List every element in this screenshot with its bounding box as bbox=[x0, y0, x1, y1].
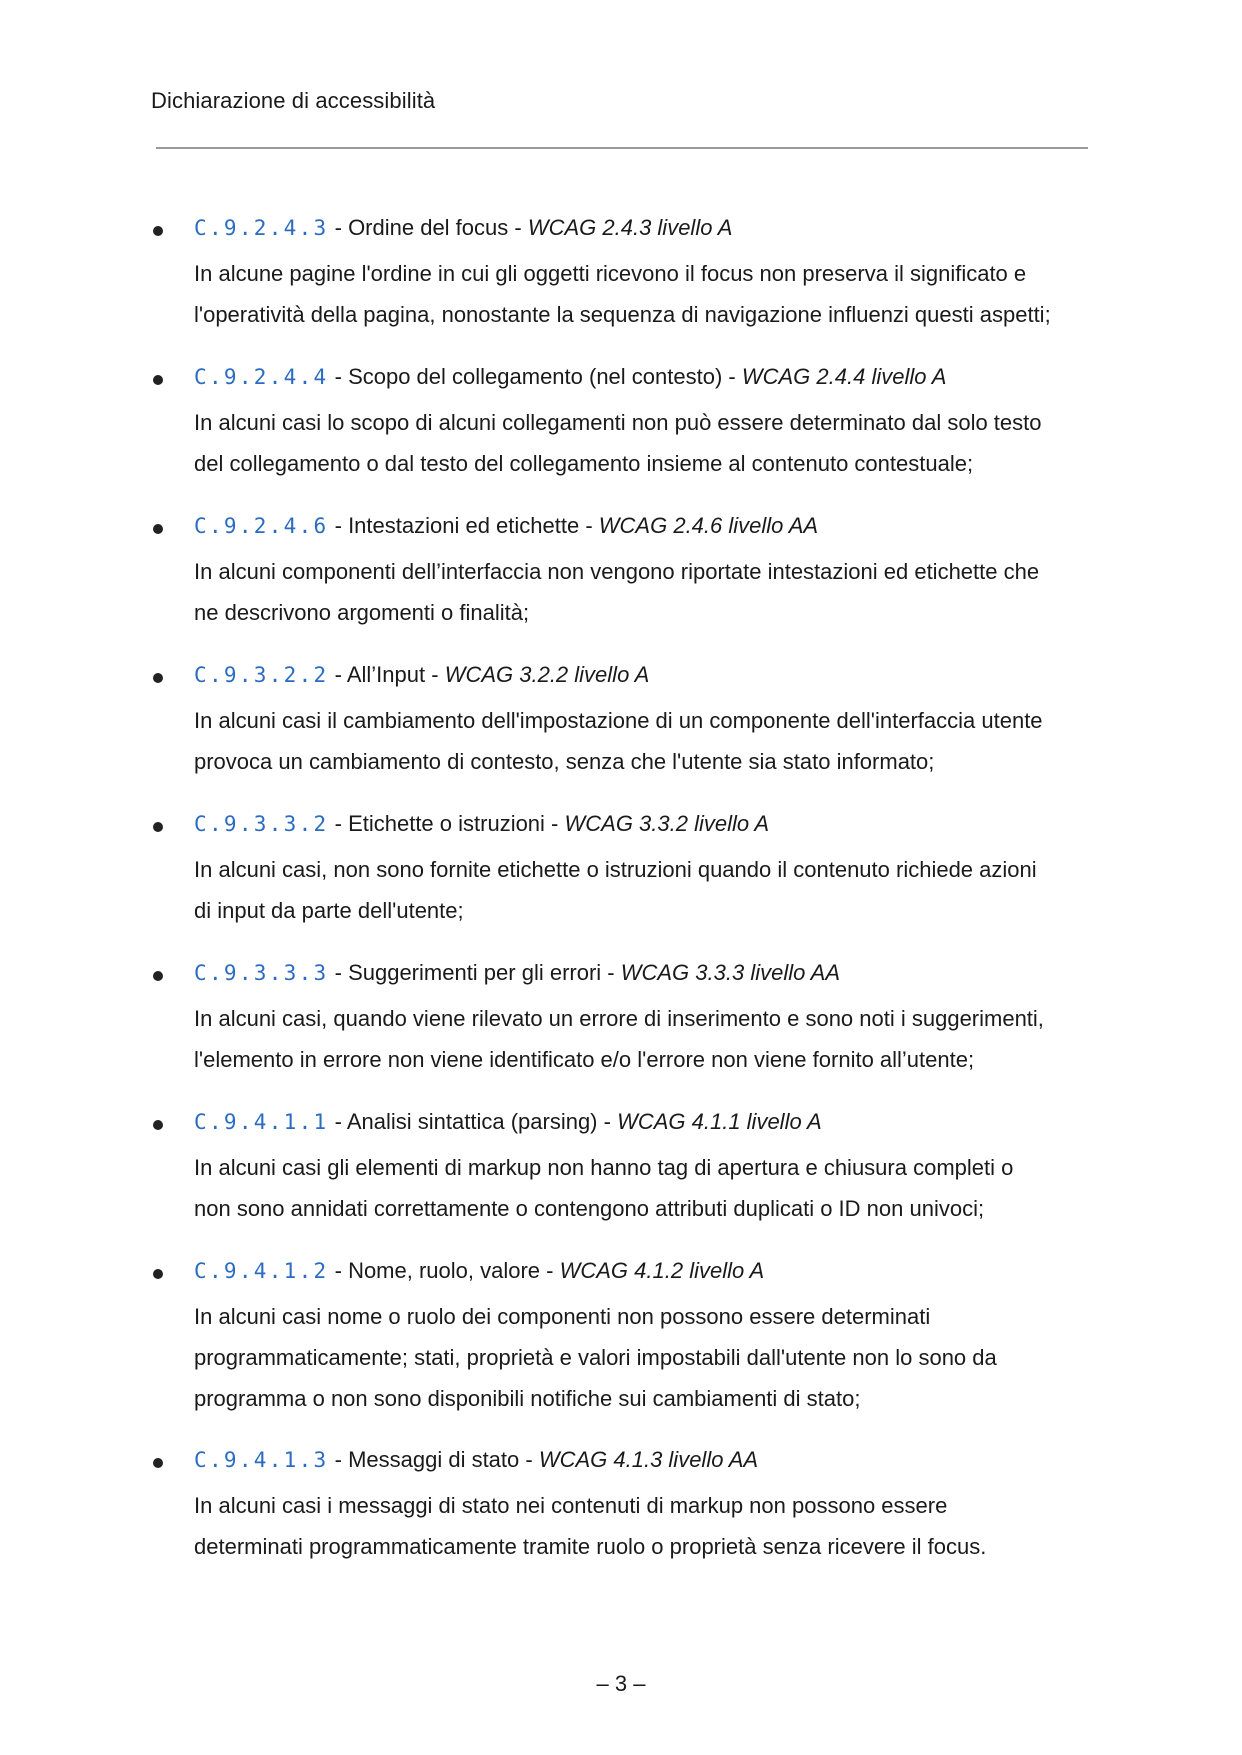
criterion-code: C.9.3.3.2 bbox=[194, 812, 329, 836]
wcag-reference: WCAG 4.1.1 livello A bbox=[617, 1109, 822, 1134]
description-line: In alcuni casi, quando viene rilevato un errore di inserimento e sono noti i suggerimenti, bbox=[194, 1006, 1044, 1031]
bullet-icon bbox=[153, 375, 163, 385]
item-heading: C.9.2.4.4 - Scopo del collegamento (nel contesto) - WCAG 2.4.4 livello A bbox=[194, 364, 947, 389]
criterion-code: C.9.4.1.3 bbox=[194, 1448, 329, 1472]
item-description bbox=[194, 253, 1094, 335]
description-line: In alcuni casi nome o ruolo dei componenti non possono essere determinati bbox=[194, 1304, 931, 1329]
criterion-title: Ordine del focus bbox=[348, 215, 509, 240]
header-divider bbox=[156, 147, 1088, 149]
wcag-reference: WCAG 3.2.2 livello A bbox=[444, 662, 650, 687]
wcag-reference: WCAG 3.3.3 livello AA bbox=[620, 960, 840, 985]
description-line: In alcuni casi i messaggi di stato nei contenuti di markup non possono essere bbox=[194, 1493, 948, 1518]
description-line: non sono annidati correttamente o contengono attributi duplicati o ID non univoci; bbox=[194, 1196, 985, 1221]
criterion-title: Etichette o istruzioni bbox=[348, 811, 545, 836]
wcag-reference: WCAG 2.4.4 livello A bbox=[741, 364, 947, 389]
page-header-title: Dichiarazione di accessibilità bbox=[151, 88, 436, 113]
description-line: l'operatività della pagina, nonostante la sequenza di navigazione influenzi questi aspetti; bbox=[194, 302, 1051, 327]
description-line: provoca un cambiamento di contesto, senza che l'utente sia stato informato; bbox=[194, 749, 935, 774]
criterion-title: Scopo del collegamento (nel contesto) bbox=[348, 364, 723, 389]
item-heading: C.9.4.1.1 - Analisi sintattica (parsing) - WCAG 4.1.1 livello A bbox=[194, 1109, 822, 1134]
item-description bbox=[194, 551, 1094, 633]
wcag-reference: WCAG 2.4.3 livello A bbox=[527, 215, 733, 240]
description-line: determinati programmaticamente tramite ruolo o proprietà senza ricevere il focus. bbox=[194, 1534, 987, 1559]
item-description bbox=[194, 1296, 1094, 1419]
page-number: – 3 – bbox=[596, 1671, 646, 1696]
item-heading: C.9.4.1.2 - Nome, ruolo, valore - WCAG 4.1.2 livello A bbox=[194, 1258, 765, 1283]
wcag-reference: WCAG 2.4.6 livello AA bbox=[598, 513, 819, 538]
criterion-title: Suggerimenti per gli errori bbox=[348, 960, 602, 985]
description-line: In alcune pagine l'ordine in cui gli oggetti ricevono il focus non preserva il significato e bbox=[194, 261, 1027, 286]
criterion-code: C.9.3.3.3 bbox=[194, 961, 329, 985]
description-line: In alcuni casi, non sono fornite etichette o istruzioni quando il contenuto richiede azioni bbox=[194, 857, 1037, 882]
criterion-title: Intestazioni ed etichette bbox=[348, 513, 580, 538]
item-description bbox=[194, 402, 1094, 484]
criterion-title: Messaggi di stato bbox=[348, 1447, 520, 1472]
item-heading: C.9.4.1.3 - Messaggi di stato - WCAG 4.1.3 livello AA bbox=[194, 1447, 759, 1472]
item-heading: C.9.3.3.3 - Suggerimenti per gli errori - WCAG 3.3.3 livello AA bbox=[194, 960, 840, 985]
bullet-icon bbox=[153, 822, 163, 832]
criterion-code: C.9.2.4.3 bbox=[194, 216, 329, 240]
item-description bbox=[194, 998, 1094, 1080]
description-line: programma o non sono disponibili notifiche sui cambiamenti di stato; bbox=[194, 1386, 861, 1411]
bullet-icon bbox=[153, 1269, 163, 1279]
description-line: In alcuni componenti dell’interfaccia non vengono riportate intestazioni ed etichette che bbox=[194, 559, 1040, 584]
item-description bbox=[194, 849, 1094, 931]
description-line: l'elemento in errore non viene identificato e/o l'errore non viene fornito all’utente; bbox=[194, 1047, 975, 1072]
description-line: In alcuni casi il cambiamento dell'impostazione di un componente dell'interfaccia utente bbox=[194, 708, 1043, 733]
item-heading: C.9.2.4.6 - Intestazioni ed etichette - WCAG 2.4.6 livello AA bbox=[194, 513, 819, 538]
bullet-icon bbox=[153, 226, 163, 236]
criterion-title: All’Input bbox=[346, 662, 426, 687]
criterion-code: C.9.4.1.2 bbox=[194, 1259, 329, 1283]
bullet-icon bbox=[153, 1458, 163, 1468]
criterion-title: Nome, ruolo, valore bbox=[348, 1258, 541, 1283]
criterion-code: C.9.2.4.6 bbox=[194, 514, 329, 538]
bullet-icon bbox=[153, 1120, 163, 1130]
description-line: In alcuni casi lo scopo di alcuni collegamenti non può essere determinato dal solo testo bbox=[194, 410, 1042, 435]
description-line: del collegamento o dal testo del collegamento insieme al contenuto contestuale; bbox=[194, 451, 974, 476]
wcag-reference: WCAG 3.3.2 livello A bbox=[564, 811, 770, 836]
bullet-icon bbox=[153, 524, 163, 534]
criterion-code: C.9.3.2.2 bbox=[194, 663, 329, 687]
item-heading: C.9.3.2.2 - All’Input - WCAG 3.2.2 livello A bbox=[194, 662, 650, 687]
description-line: ne descrivono argomenti o finalità; bbox=[194, 600, 530, 625]
criterion-code: C.9.2.4.4 bbox=[194, 365, 329, 389]
wcag-reference: WCAG 4.1.2 livello A bbox=[559, 1258, 765, 1283]
bullet-icon bbox=[153, 673, 163, 683]
description-line: di input da parte dell'utente; bbox=[194, 898, 464, 923]
description-line: In alcuni casi gli elementi di markup non hanno tag di apertura e chiusura completi o bbox=[194, 1155, 1014, 1180]
criterion-code: C.9.4.1.1 bbox=[194, 1110, 329, 1134]
wcag-reference: WCAG 4.1.3 livello AA bbox=[538, 1447, 759, 1472]
criterion-title: Analisi sintattica (parsing) bbox=[346, 1109, 598, 1134]
bullet-icon bbox=[153, 971, 163, 981]
item-heading: C.9.3.3.2 - Etichette o istruzioni - WCAG 3.3.2 livello A bbox=[194, 811, 770, 836]
item-heading: C.9.2.4.3 - Ordine del focus - WCAG 2.4.3 livello A bbox=[194, 215, 733, 240]
item-description bbox=[194, 1147, 1094, 1229]
item-description bbox=[194, 1485, 1094, 1567]
description-line: programmaticamente; stati, proprietà e valori impostabili dall'utente non lo sono da bbox=[194, 1345, 997, 1370]
item-description bbox=[194, 700, 1094, 782]
